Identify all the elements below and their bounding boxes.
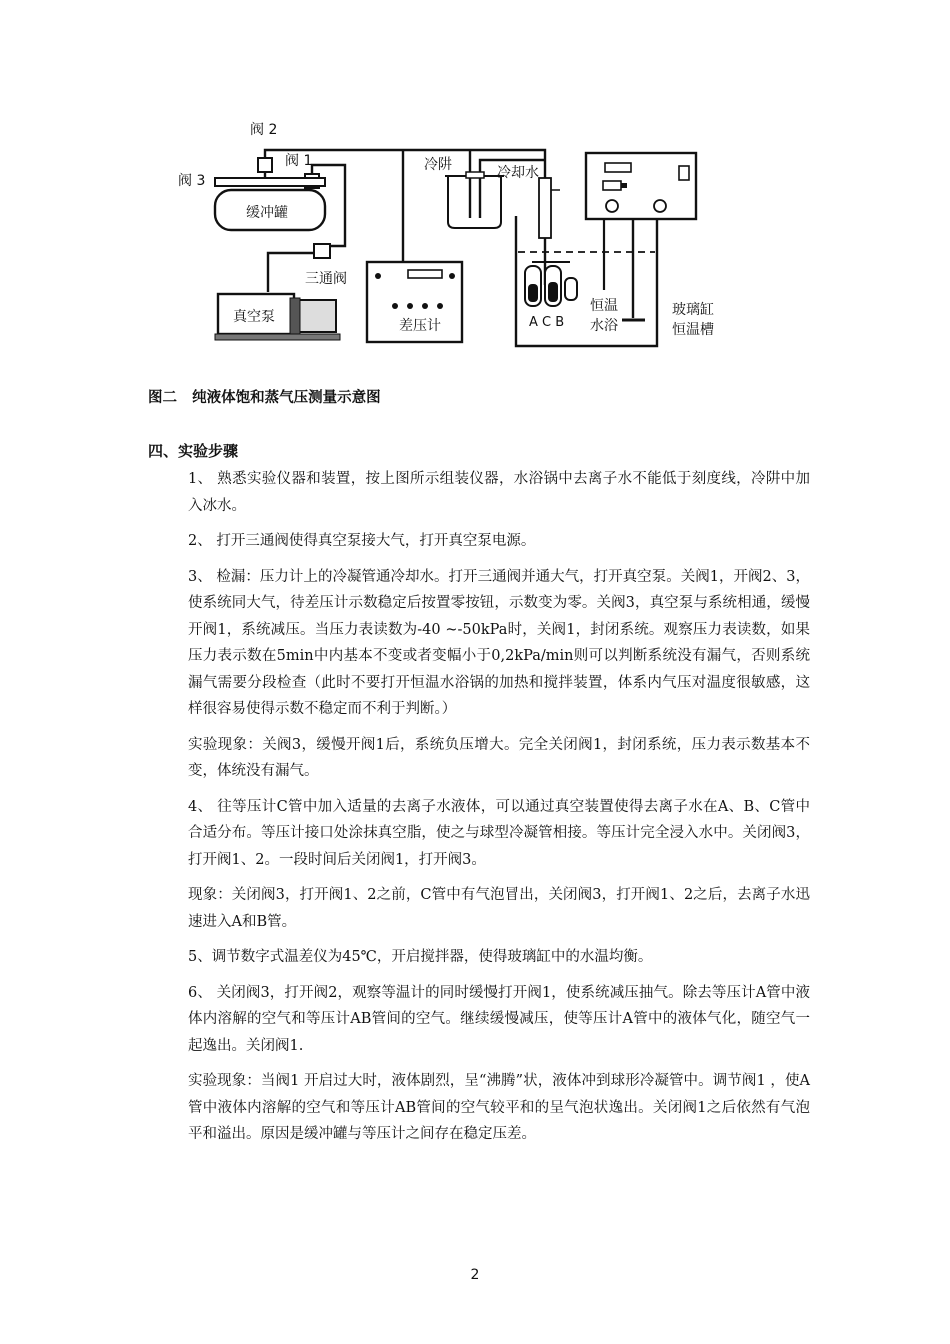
valve3-label: 阀 3 — [178, 173, 206, 189]
page-number: 2 — [470, 1267, 480, 1283]
buffer-tank-valve3-bar — [215, 178, 325, 186]
valve1-label: 阀 1 — [285, 153, 313, 169]
diff-pressure-gauge-label: 差压计 — [399, 318, 441, 334]
step-6-observation: 实验现象：当阀1 开启过大时，液体剧烈，呈“沸腾”状，液体冲到球形冷凝管中。调节阀1 ，使A管中液体内溶解的空气和等压计AB管间的空气较平和的呈气泡状逸出。关闭阀1之后依然有气泡平和溢出。原因是缓冲罐与等压计之间存在稳定压差。 — [188, 1073, 810, 1142]
diff-pressure-gauge-display — [408, 270, 442, 278]
vacuum-pump-label: 真空泵 — [233, 309, 275, 325]
apparatus-diagram — [0, 0, 950, 380]
glass-tank-label-1: 玻璃缸 — [672, 302, 714, 318]
step-5-paragraph: 5、调节数字式温差仪为45℃，开启搅拌器，使得玻璃缸中的水温均衡。 — [188, 949, 653, 965]
step-2-paragraph: 2、 打开三通阀使得真空泵接大气，打开真空泵电源。 — [188, 533, 536, 549]
buffer-tank-label: 缓冲罐 — [246, 205, 288, 221]
three-way-valve-body — [314, 244, 330, 258]
vacuum-pump-flange — [290, 298, 300, 334]
cold-trap-vessel — [448, 176, 501, 228]
section-title: 四、实验步骤 — [148, 442, 239, 460]
valve2-label: 阀 2 — [250, 122, 278, 138]
condenser — [539, 178, 551, 238]
step-4-observation: 现象：关闭阀3，打开阀1、2之前，C管中有气泡冒出，关闭阀3，打开阀1、2之后，去离子水迅速进入A和B管。 — [188, 887, 810, 930]
figure-caption: 图二 纯液体饱和蒸气压测量示意图 — [148, 390, 381, 406]
thermostat-bath-label-1: 恒温 — [590, 298, 618, 314]
glass-tank-label-2: 恒温槽 — [672, 322, 714, 338]
procedure-body — [188, 466, 810, 1157]
step-4-paragraph: 4、 往等压计C管中加入适量的去离子水液体，可以通过真空装置使得去离子水在A、B、C管中合适分布。等压计接口处涂抹真空脂，使之与球型冷凝管相接。等压计完全浸入水中。关闭阀3，打开阀1、2。一段时间后关闭阀1，打开阀3。 — [188, 798, 810, 868]
vacuum-pump-motor — [296, 300, 336, 332]
cooling-water-label: 冷却水 — [497, 165, 539, 181]
tubes-abc-label: A C B — [529, 315, 565, 330]
step-3-observation: 实验现象：关阀3，缓慢开阀1后，系统负压增大。完全关闭阀1，封闭系统，压力表示数基本不变，体统没有漏气。 — [188, 736, 810, 779]
three-way-valve-label: 三通阀 — [305, 271, 347, 287]
thermostat-bath-label-2: 水浴 — [590, 318, 618, 334]
step-1-paragraph: 1、 熟悉实验仪器和装置，按上图所示组装仪器，水浴锅中去离子水不能低于刻度线，冷阱中加入冰水。 — [188, 471, 810, 514]
isoteniscope — [525, 238, 577, 306]
valve2-body — [258, 158, 272, 172]
step-3-paragraph: 3、 检漏：压力计上的冷凝管通冷却水。打开三通阀并通大气，打开真空泵。关阀1，开阀2、3，使系统同大气，待差压计示数稳定后按置零按钮，示数变为零。关阀3，真空泵与系统相通，缓慢开阀1，系统减压。当压力表读数为-40 ~-50kPa时，关阀1，封闭系统。观察压力表读数，如果压力表示数在5min中内基本不变或者变幅小于0,2kPa/min则可以判断系统没有漏气，否则系统漏气需要分段检查（此时不要打开恒温水浴锅的加热和搅拌装置，体系内气压对温度很敏感，这样很容易使得示数不稳定而不利于判断。） — [188, 568, 810, 717]
cold-trap-label: 冷阱 — [424, 157, 452, 173]
vacuum-pump-base — [215, 334, 340, 340]
step-6-paragraph: 6、 关闭阀3，打开阀2，观察等温计的同时缓慢打开阀1，使系统减压抽气。除去等压计A管中液体内溶解的空气和等压计AB管间的空气。继续缓慢减压，使等压计A管中的液体气化，随空气一起逸出。关闭阀1. — [188, 984, 810, 1054]
